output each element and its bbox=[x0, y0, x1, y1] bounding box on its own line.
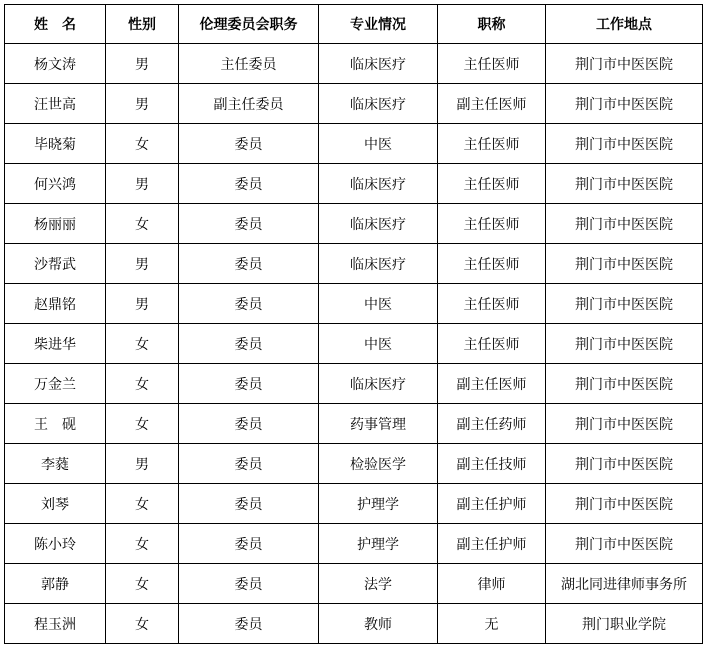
cell-sex: 男 bbox=[106, 284, 179, 324]
cell-committee-role: 委员 bbox=[179, 124, 319, 164]
cell-name: 李蕤 bbox=[5, 444, 106, 484]
cell-committee-role: 委员 bbox=[179, 204, 319, 244]
cell-title: 主任医师 bbox=[438, 44, 546, 84]
table-row bbox=[5, 484, 703, 524]
cell-specialty: 中医 bbox=[319, 324, 438, 364]
table-row bbox=[5, 524, 703, 564]
cell-name: 杨文涛 bbox=[5, 44, 106, 84]
cell-sex: 男 bbox=[106, 444, 179, 484]
cell-workplace: 荆门市中医医院 bbox=[546, 524, 703, 564]
cell-name: 王 砚 bbox=[5, 404, 106, 444]
table-row bbox=[5, 84, 703, 124]
cell-specialty: 中医 bbox=[319, 284, 438, 324]
ethics-committee-table bbox=[4, 4, 703, 644]
cell-title: 律师 bbox=[438, 564, 546, 604]
cell-specialty: 临床医疗 bbox=[319, 204, 438, 244]
cell-title: 主任医师 bbox=[438, 164, 546, 204]
cell-workplace: 荆门市中医医院 bbox=[546, 164, 703, 204]
table-row bbox=[5, 564, 703, 604]
cell-workplace: 荆门市中医医院 bbox=[546, 324, 703, 364]
cell-sex: 男 bbox=[106, 244, 179, 284]
cell-committee-role: 委员 bbox=[179, 564, 319, 604]
header-name: 姓 名 bbox=[5, 5, 106, 44]
header-committee-role: 伦理委员会职务 bbox=[179, 5, 319, 44]
cell-workplace: 荆门市中医医院 bbox=[546, 284, 703, 324]
cell-name: 柴进华 bbox=[5, 324, 106, 364]
table-row bbox=[5, 164, 703, 204]
cell-sex: 女 bbox=[106, 124, 179, 164]
cell-sex: 女 bbox=[106, 204, 179, 244]
cell-sex: 女 bbox=[106, 404, 179, 444]
cell-sex: 男 bbox=[106, 164, 179, 204]
cell-title: 主任医师 bbox=[438, 284, 546, 324]
cell-title: 主任医师 bbox=[438, 204, 546, 244]
cell-committee-role: 委员 bbox=[179, 604, 319, 644]
cell-workplace: 荆门市中医医院 bbox=[546, 444, 703, 484]
cell-workplace: 荆门市中医医院 bbox=[546, 204, 703, 244]
cell-workplace: 荆门市中医医院 bbox=[546, 84, 703, 124]
cell-committee-role: 委员 bbox=[179, 324, 319, 364]
table-row bbox=[5, 324, 703, 364]
cell-title: 副主任医师 bbox=[438, 364, 546, 404]
cell-specialty: 临床医疗 bbox=[319, 244, 438, 284]
cell-specialty: 护理学 bbox=[319, 524, 438, 564]
cell-committee-role: 委员 bbox=[179, 164, 319, 204]
cell-title: 主任医师 bbox=[438, 124, 546, 164]
cell-committee-role: 委员 bbox=[179, 404, 319, 444]
table-row bbox=[5, 364, 703, 404]
cell-name: 陈小玲 bbox=[5, 524, 106, 564]
table-row bbox=[5, 284, 703, 324]
cell-title: 主任医师 bbox=[438, 324, 546, 364]
cell-name: 郭静 bbox=[5, 564, 106, 604]
cell-specialty: 护理学 bbox=[319, 484, 438, 524]
cell-title: 无 bbox=[438, 604, 546, 644]
cell-title: 副主任护师 bbox=[438, 484, 546, 524]
cell-committee-role: 主任委员 bbox=[179, 44, 319, 84]
cell-name: 何兴鸿 bbox=[5, 164, 106, 204]
cell-name: 刘琴 bbox=[5, 484, 106, 524]
cell-committee-role: 副主任委员 bbox=[179, 84, 319, 124]
cell-workplace: 荆门市中医医院 bbox=[546, 484, 703, 524]
cell-committee-role: 委员 bbox=[179, 524, 319, 564]
cell-name: 汪世高 bbox=[5, 84, 106, 124]
cell-sex: 女 bbox=[106, 604, 179, 644]
cell-specialty: 药事管理 bbox=[319, 404, 438, 444]
cell-workplace: 荆门市中医医院 bbox=[546, 364, 703, 404]
cell-sex: 女 bbox=[106, 564, 179, 604]
cell-name: 程玉洲 bbox=[5, 604, 106, 644]
header-workplace: 工作地点 bbox=[546, 5, 703, 44]
cell-specialty: 检验医学 bbox=[319, 444, 438, 484]
header-specialty: 专业情况 bbox=[319, 5, 438, 44]
cell-sex: 女 bbox=[106, 324, 179, 364]
cell-title: 副主任医师 bbox=[438, 84, 546, 124]
cell-sex: 女 bbox=[106, 484, 179, 524]
cell-workplace: 荆门职业学院 bbox=[546, 604, 703, 644]
cell-workplace: 荆门市中医医院 bbox=[546, 244, 703, 284]
cell-committee-role: 委员 bbox=[179, 284, 319, 324]
cell-committee-role: 委员 bbox=[179, 444, 319, 484]
cell-name: 万金兰 bbox=[5, 364, 106, 404]
cell-title: 主任医师 bbox=[438, 244, 546, 284]
table-row bbox=[5, 244, 703, 284]
cell-name: 杨丽丽 bbox=[5, 204, 106, 244]
cell-workplace: 荆门市中医医院 bbox=[546, 124, 703, 164]
cell-title: 副主任技师 bbox=[438, 444, 546, 484]
table-row bbox=[5, 404, 703, 444]
cell-sex: 男 bbox=[106, 84, 179, 124]
cell-workplace: 湖北同进律师事务所 bbox=[546, 564, 703, 604]
cell-sex: 女 bbox=[106, 364, 179, 404]
cell-committee-role: 委员 bbox=[179, 484, 319, 524]
cell-specialty: 中医 bbox=[319, 124, 438, 164]
cell-specialty: 临床医疗 bbox=[319, 164, 438, 204]
cell-title: 副主任药师 bbox=[438, 404, 546, 444]
table-row bbox=[5, 124, 703, 164]
cell-name: 赵鼎铭 bbox=[5, 284, 106, 324]
header-sex: 性别 bbox=[106, 5, 179, 44]
cell-specialty: 临床医疗 bbox=[319, 364, 438, 404]
cell-name: 毕晓菊 bbox=[5, 124, 106, 164]
cell-committee-role: 委员 bbox=[179, 244, 319, 284]
cell-specialty: 临床医疗 bbox=[319, 84, 438, 124]
cell-specialty: 教师 bbox=[319, 604, 438, 644]
cell-specialty: 法学 bbox=[319, 564, 438, 604]
header-title: 职称 bbox=[438, 5, 546, 44]
table-row bbox=[5, 604, 703, 644]
table-row bbox=[5, 204, 703, 244]
table-row bbox=[5, 44, 703, 84]
cell-specialty: 临床医疗 bbox=[319, 44, 438, 84]
header-row bbox=[5, 5, 703, 44]
table-row bbox=[5, 444, 703, 484]
cell-committee-role: 委员 bbox=[179, 364, 319, 404]
cell-sex: 女 bbox=[106, 524, 179, 564]
cell-workplace: 荆门市中医医院 bbox=[546, 44, 703, 84]
cell-sex: 男 bbox=[106, 44, 179, 84]
cell-name: 沙帮武 bbox=[5, 244, 106, 284]
cell-workplace: 荆门市中医医院 bbox=[546, 404, 703, 444]
cell-title: 副主任护师 bbox=[438, 524, 546, 564]
